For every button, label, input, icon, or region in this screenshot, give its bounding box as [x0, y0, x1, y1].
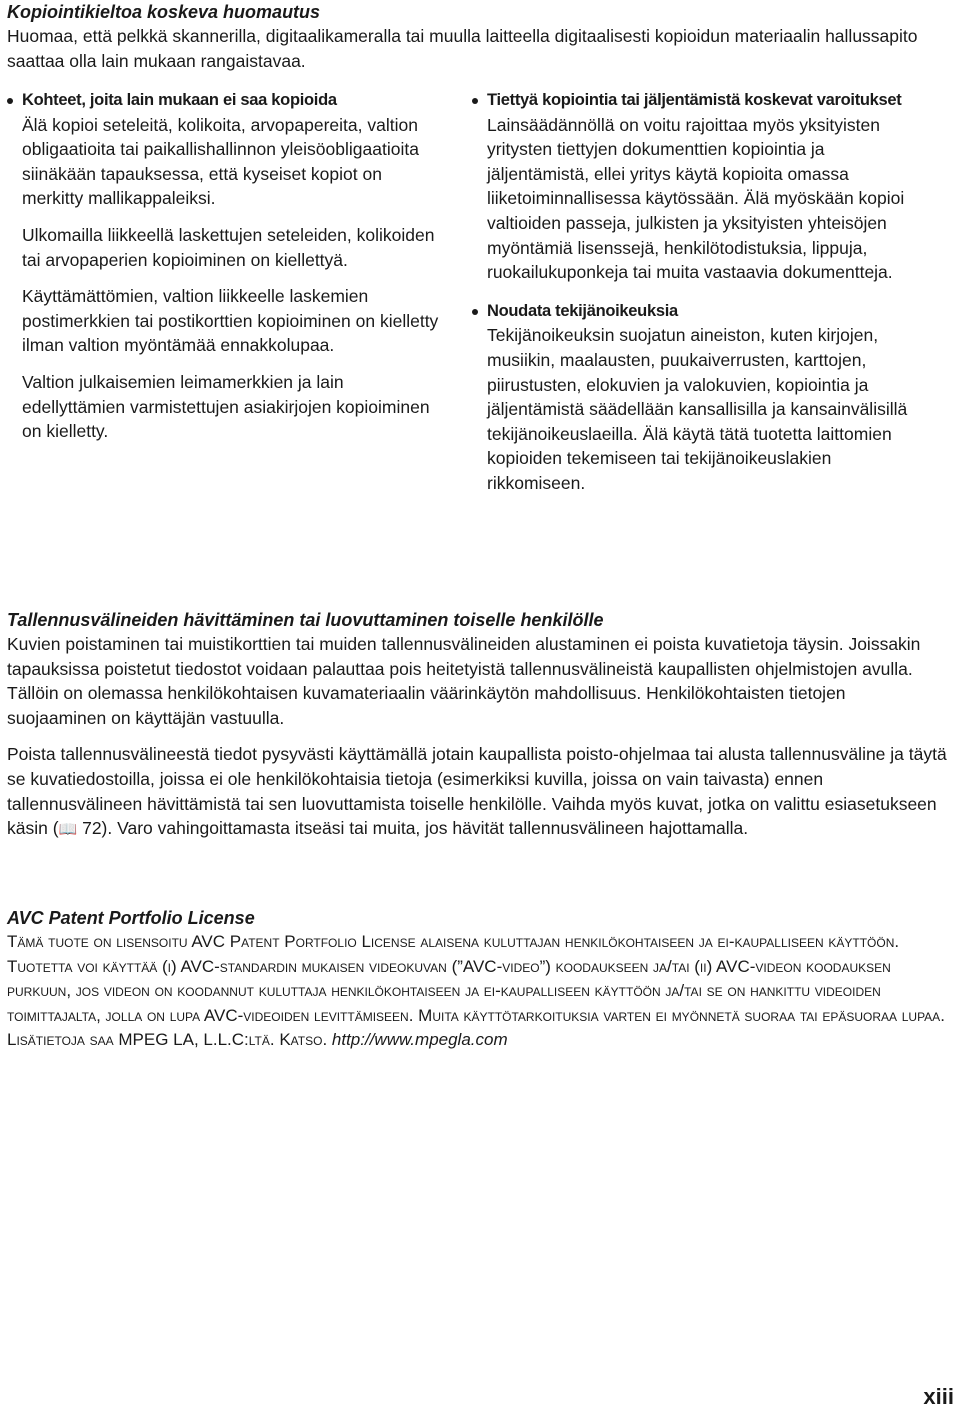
copying-warnings-bullet — [472, 88, 922, 285]
bullet-dot-icon — [7, 98, 13, 104]
right-column — [472, 88, 922, 496]
storage-disposal-heading: Tallennusvälineiden hävittäminen tai luovuttaminen toiselle henkilölle — [7, 610, 604, 630]
prohibited-items-bullet — [7, 88, 447, 211]
bullet-dot-icon — [472, 309, 478, 315]
prohibited-items-paragraph-4: Valtion julkaisemien leimamerkkien ja lain edellyttämien varmistettujen asiakirjojen kopioiminen on kielletty. — [22, 371, 430, 442]
prohibited-items-paragraph-3: Käyttämättömien, valtion liikkeelle laskemien postimerkkien tai postikorttien kopioiminen on kielletty ilman valtion myöntämää ennakkolupaa. — [22, 286, 439, 356]
storage-disposal-paragraph-1: Kuvien poistaminen tai muistikorttien tai muiden tallennusvälineiden alustaminen ei poista kuvatietoja täysin. Joissakin tapauksissa poistetut tiedostot voidaan palauttaa pois heitetyistä tallennusvälineistä kaupallisten ohjelmistojen avulla. Tällöin on olemassa henkilökohtaisen kuvamateriaalin väärinkäytön mahdollisuus. Henkilökohtaisten tietojen suojaaminen on käyttäjän vastuulla. — [7, 634, 921, 728]
copying-warnings-text: Lainsäädännöllä on voitu rajoittaa myös yksityisten yritysten tiettyjen dokumenttien kopiointia ja jäljentämistä, ellei yritys käytä kopioita omassa liiketoiminnallisessa käytössään. Älä myöskään kopioi valtioiden passeja, julkisten ja yksityisten yhteisöjen myöntämiä lisenssejä, henkilötodistuksia, lippuja, ruokailukuponkeja tai muita vastaavia dokumentteja. — [487, 114, 905, 283]
storage-disposal-text-after: Varo vahingoittamasta itseäsi tai muita, jos hävität tallennusvälineen hajottamalla. — [112, 818, 749, 839]
copyright-heading: Kopiointikieltoa koskeva huomautus — [7, 2, 321, 22]
left-column — [7, 88, 447, 444]
avc-license-heading: AVC Patent Portfolio License — [7, 908, 255, 928]
page-reference-link[interactable]: 72). — [77, 818, 113, 839]
storage-disposal-text-before: Poista tallennusvälineestä tiedot pysyvästi käyttämällä jotain kaupallista poisto-ohjelmaa tai alusta tallennusväline ja täytä se kuvatiedostoilla, joissa ei ole henkilökohtaisia tietoja (esimerkiksi kuvilla, joissa on vain taivasta) ennen tallennusvälineen hävittämistä tai sen luovuttamista toiselle henkilölle. Vaihda myös kuvat, jotka on valittu esiasetukseen käsin ( — [7, 744, 947, 839]
mpegla-url-link[interactable]: http://www.mpegla.com — [331, 1030, 508, 1050]
copyright-respect-bullet — [472, 299, 922, 496]
copyright-respect-title: Noudata tekijänoikeuksia — [487, 301, 678, 320]
copyright-notice-section — [7, 0, 947, 73]
copyright-intro: Huomaa, että pelkkä skannerilla, digitaalikameralla tai muulla laitteella digitaalisesti kopioidun materiaalin hallussapito saattaa olla lain mukaan rangaistavaa. — [7, 26, 918, 71]
avc-license-text — [7, 930, 947, 1053]
copyright-respect-text: Tekijänoikeuksin suojatun aineiston, kuten kirjojen, musiikin, maalausten, puukaiverrusten, karttojen, piirustusten, elokuvien ja valokuvien, kopiointia ja jäljentämistä säädellään kansallisilla ja kansainvälisillä tekijänoikeuslaeilla. Älä käytä tätä tuotetta laittomien kopioiden tekemiseen tai tekijänoikeuslakien rikkomiseen. — [487, 325, 908, 493]
avc-license-body: Tämä tuote on lisensoitu AVC Patent Portfolio License alaisena kuluttajan henkilökohtaiseen ja ei-kaupalliseen käyttöön. Tuotetta voi käyttää (i) AVC-standardin mukaisen videokuvan (”AVC-video”) koodaukseen ja/tai (ii) AVC-videon koodauksen purkuun, jos videon on koodannut kuluttaja henkilökohtaiseen ja ei-kaupalliseen käyttöön ja/tai se on hankittu videoiden toimittajalta, jolla on lupa AVC-videoiden levittämiseen. Muita käyttötarkoituksia varten ei myönnetä suoraa tai epäsuoraa lupaa. Lisätietoja saa MPEG LA, L.L.C:ltä. Katso. — [7, 932, 945, 1050]
book-reference-icon: 📖 — [58, 821, 78, 839]
avc-license-section — [7, 906, 947, 1053]
prohibited-items-title: Kohteet, joita lain mukaan ei saa kopioida — [22, 91, 337, 109]
storage-disposal-section — [7, 608, 947, 843]
storage-disposal-paragraph-2 — [7, 742, 947, 842]
prohibited-items-paragraph-1: Älä kopioi seteleitä, kolikoita, arvopapereita, valtion obligaatioita tai paikallishallinnon yleisöobligaatioita siinäkään tapauksessa, että kyseiset kopiot on merkitty mallikappaleiksi. — [22, 114, 419, 209]
bullet-dot-icon — [472, 98, 478, 104]
prohibited-items-paragraph-2: Ulkomailla liikkeellä laskettujen seteleiden, kolikoiden tai arvopaperien kopioiminen on kiellettyä. — [22, 224, 435, 270]
copying-warnings-title: Tiettyä kopiointia tai jäljentämistä koskevat varoitukset — [487, 91, 902, 109]
page-number: xiii — [923, 1384, 954, 1409]
